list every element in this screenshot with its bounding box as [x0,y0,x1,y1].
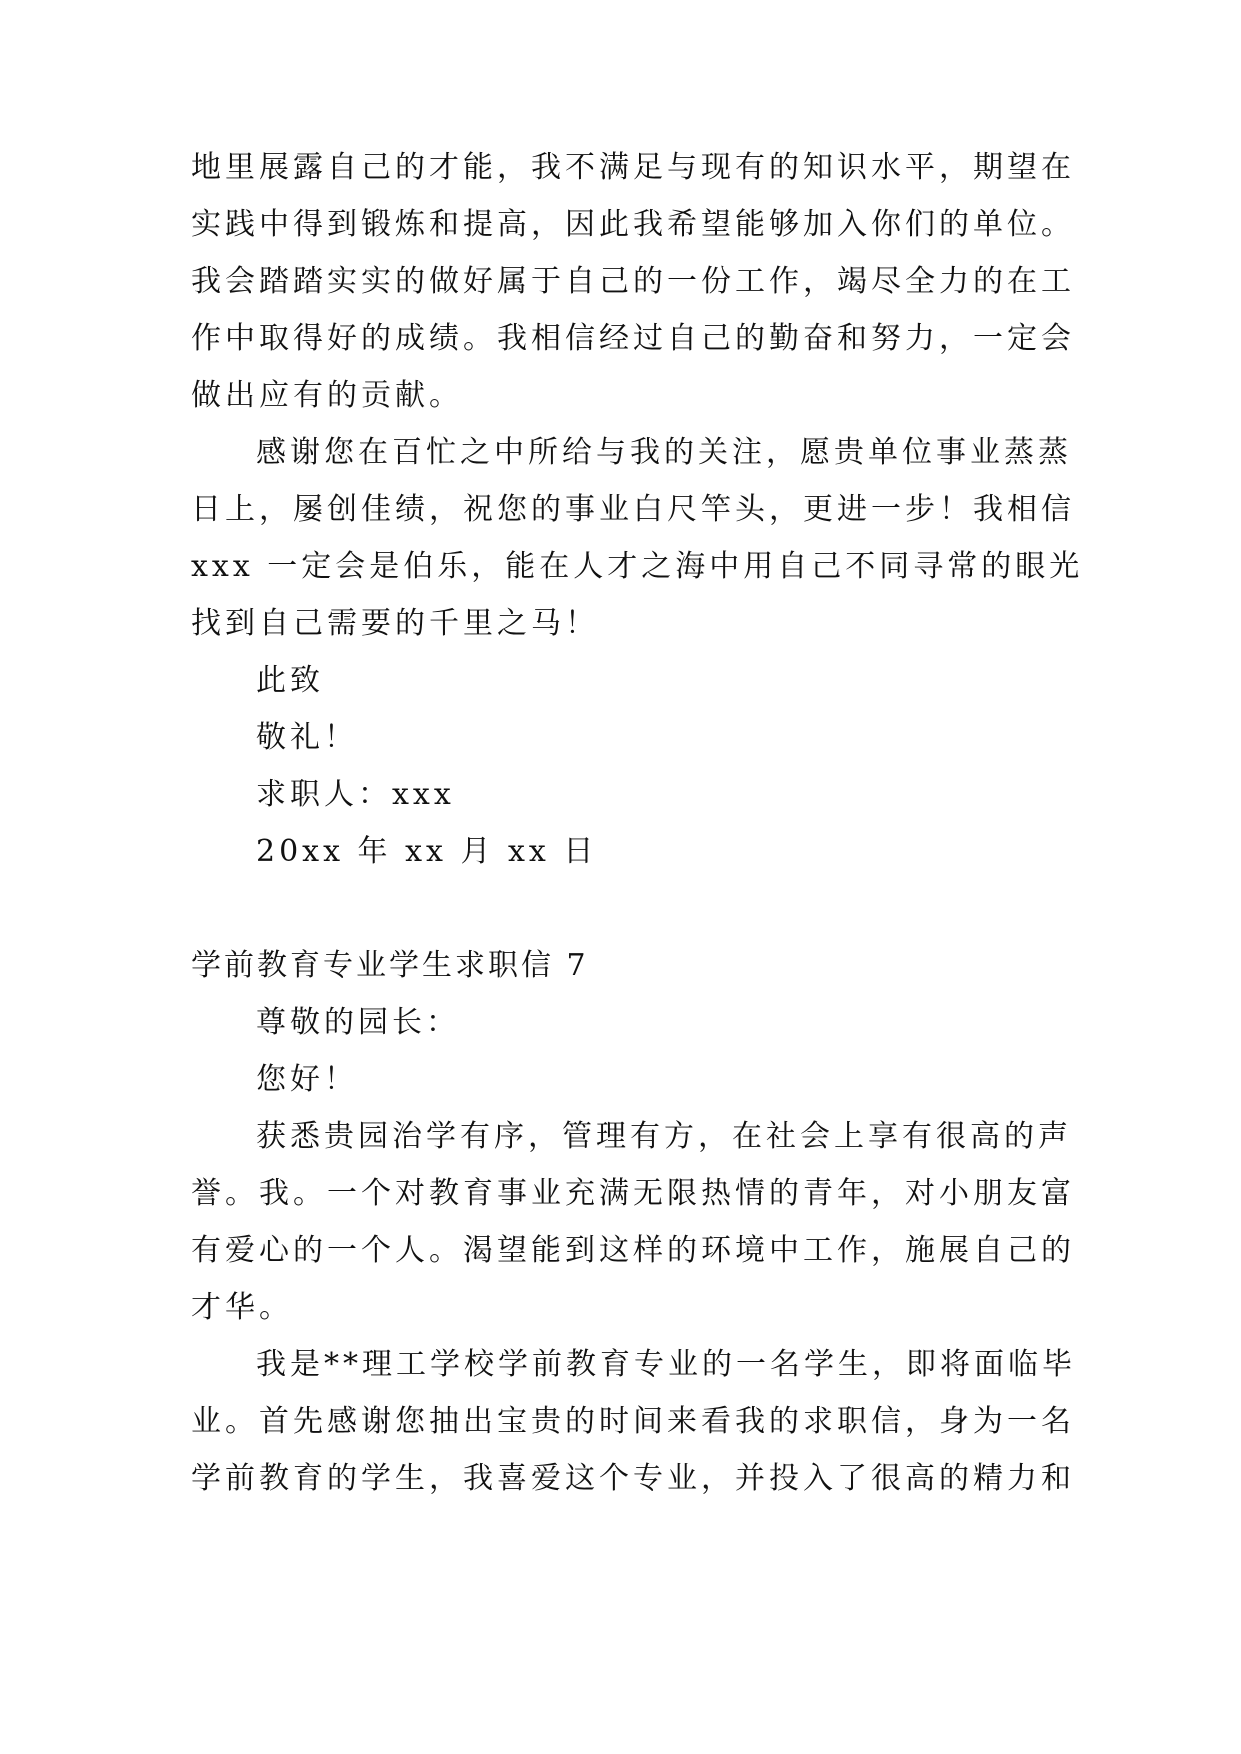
paragraph-line: 有爱心的一个人。渴望能到这样的环境中工作，施展自己的 [191,1233,1075,1268]
paragraph-line: 誉。我。一个对教育事业充满无限热情的青年，对小朋友富 [191,1176,1075,1211]
paragraph-line: 实践中得到锻炼和提高，因此我希望能够加入你们的单位。 [191,207,1075,242]
paragraph-line: 做出应有的贡献。 [191,378,463,413]
paragraph-line: xxx 一定会是伯乐，能在人才之海中用自己不同寻常的眼光 [191,549,1084,584]
letter-title: 学前教育专业学生求职信 7 [191,948,589,983]
paragraph-line: 日上，屡创佳绩，祝您的事业白尺竿头，更进一步！我相信 [191,492,1075,527]
letter-date: 20xx 年 xx 月 xx 日 [256,834,598,869]
signature: 求职人：xxx [256,777,455,812]
paragraph-line: 学前教育的学生，我喜爱这个专业，并投入了很高的精力和 [191,1461,1075,1496]
paragraph-line: 作中取得好的成绩。我相信经过自己的勤奋和努力，一定会 [191,321,1075,356]
paragraph-line: 地里展露自己的才能，我不满足与现有的知识水平，期望在 [191,150,1075,185]
paragraph-line: 获悉贵园治学有序，管理有方，在社会上享有很高的声 [256,1119,1072,1154]
salute: 敬礼！ [256,720,358,755]
greeting: 尊敬的园长： [256,1005,460,1040]
paragraph-line: 我是**理工学校学前教育专业的一名学生，即将面临毕 [256,1347,1076,1382]
paragraph-line: 才华。 [191,1290,293,1325]
paragraph-line: 感谢您在百忙之中所给与我的关注，愿贵单位事业蒸蒸 [256,435,1072,470]
closing-phrase: 此致 [256,663,324,698]
paragraph-line: 找到自己需要的千里之马！ [191,606,599,641]
paragraph-line: 业。首先感谢您抽出宝贵的时间来看我的求职信，身为一名 [191,1404,1075,1439]
paragraph-line: 我会踏踏实实的做好属于自己的一份工作，竭尽全力的在工 [191,264,1075,299]
hello: 您好！ [256,1062,358,1097]
